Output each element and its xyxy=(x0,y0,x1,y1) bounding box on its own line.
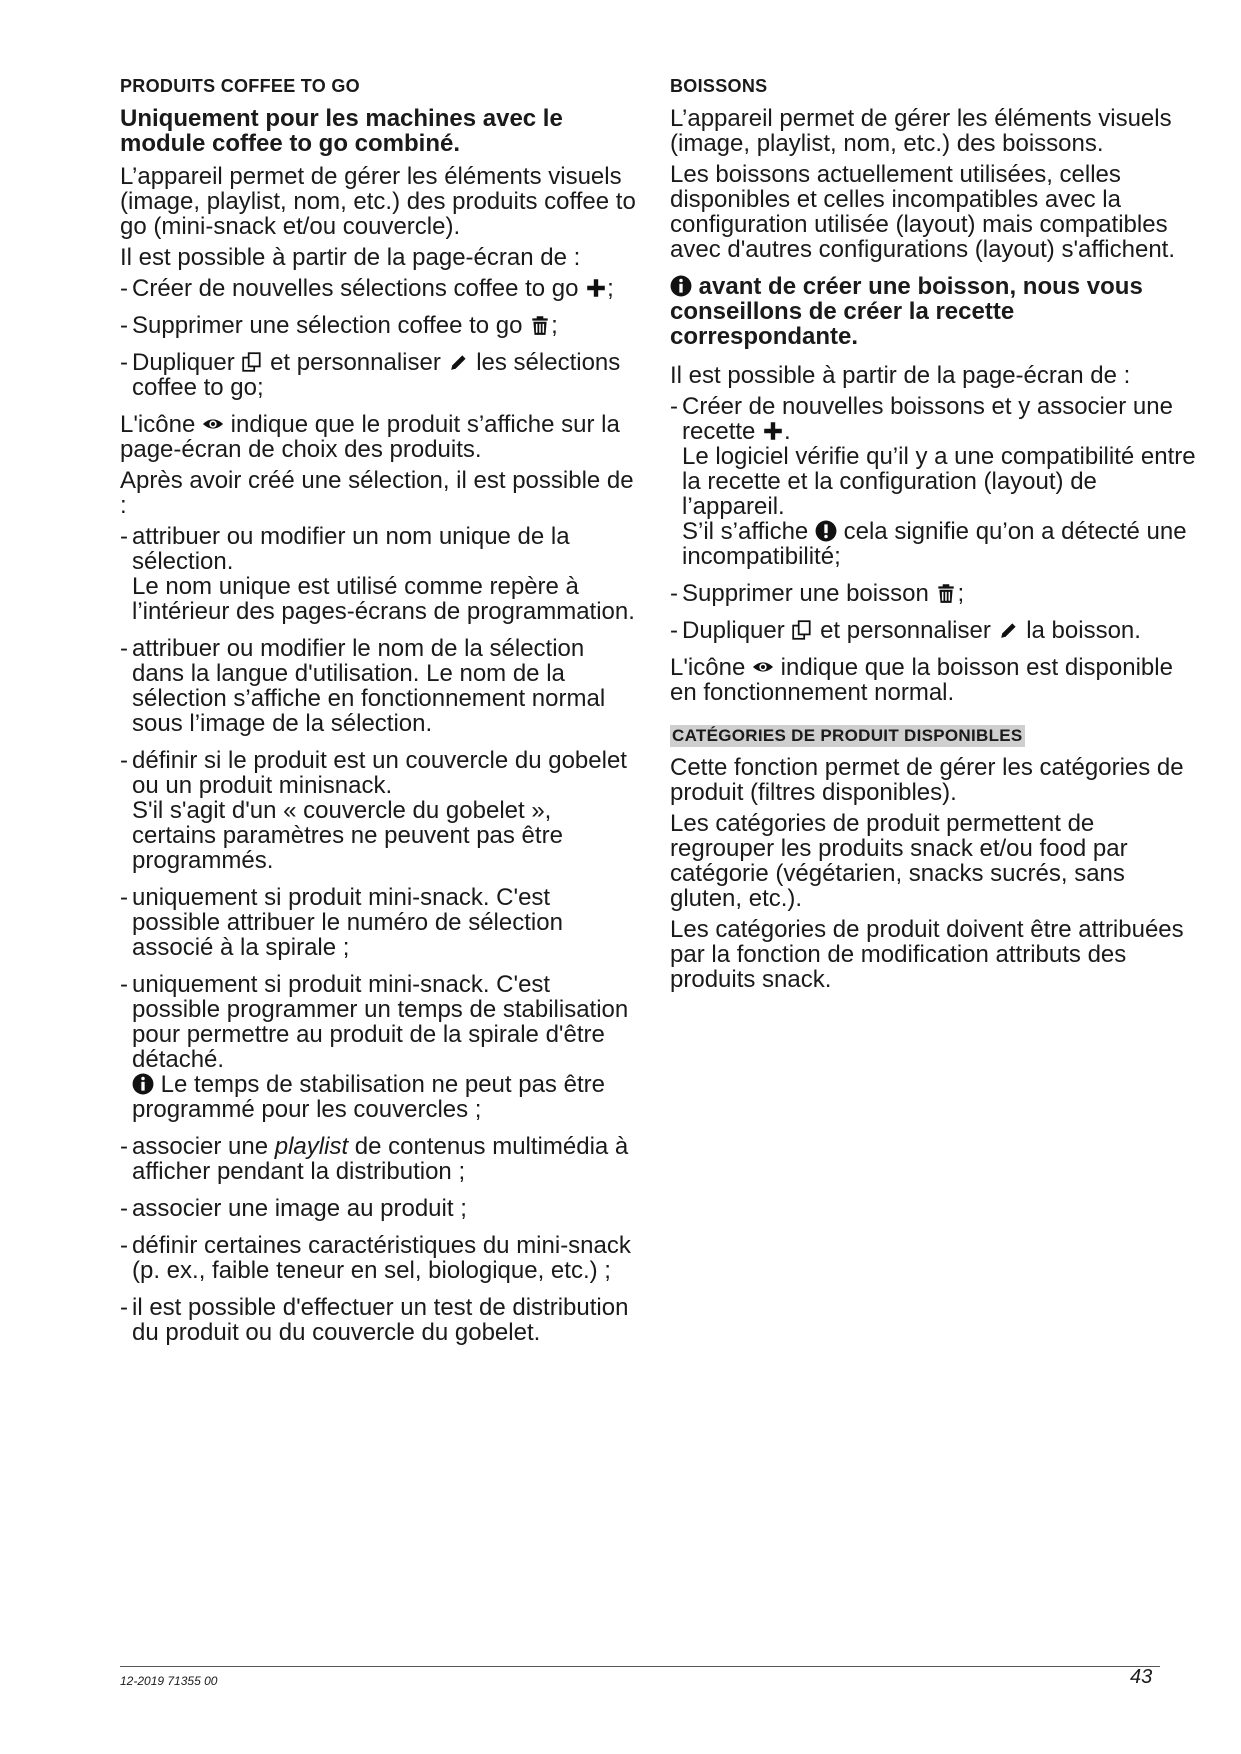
feature-item xyxy=(120,972,640,1122)
action-list xyxy=(120,276,640,400)
boisson-delete-text: Supprimer une boisson xyxy=(682,580,929,607)
eye-icon xyxy=(202,413,224,435)
feature-item-text: - associer une image au produit ; xyxy=(132,1195,467,1222)
feature-item-text: - il est possible d'effectuer un test de distribution du produit ou du couvercle du gobelet. xyxy=(132,1294,629,1346)
plus-icon xyxy=(762,420,784,442)
left-column xyxy=(120,76,640,1357)
recipe-warning xyxy=(670,274,1200,349)
copy-icon xyxy=(791,619,813,641)
feature-item xyxy=(120,636,640,736)
boisson-duplicate-text: Dupliquer xyxy=(682,617,785,644)
feature-item-note-text: Le temps de stabilisation ne peut pas être programmé pour les couvercles ; xyxy=(132,1071,605,1123)
plus-icon xyxy=(585,277,607,299)
pencil-icon xyxy=(998,619,1020,641)
boisson-eye-note-start: L'icône xyxy=(670,654,746,681)
compatibility-note: Le logiciel vérifie qu’il y a une compatibilité entre la recette et la configuration (layout) de l’appareil. xyxy=(682,443,1196,520)
action-duplicate-text: Dupliquer xyxy=(132,349,235,376)
feature-item-text: - attribuer ou modifier le nom de la sélection dans la langue d'utilisation. Le nom de la sélection s’affiche en fonctionnement normal sous l’image de la sélection. xyxy=(132,635,606,737)
trash-icon xyxy=(935,582,957,604)
action-create xyxy=(120,276,640,301)
feature-item-text: associer une xyxy=(132,1133,269,1160)
boisson-create-text: Créer de nouvelles boissons et y associer une recette xyxy=(682,393,1173,445)
incompatibility-note-end: cela signifie qu’on a détecté une incompatibilité; xyxy=(682,518,1187,570)
boissons-possible: Il est possible à partir de la page-écran de : xyxy=(670,362,1131,389)
categories-p1: Cette fonction permet de gérer les catégories de produit (filtres disponibles). xyxy=(670,754,1184,806)
alert-icon xyxy=(815,520,837,542)
action-delete-text: Supprimer une sélection coffee to go xyxy=(132,312,523,339)
action-create-end: ; xyxy=(607,275,614,302)
feature-item-text: - définir si le produit est un couvercle du gobelet ou un produit minisnack. xyxy=(132,747,627,799)
feature-item xyxy=(120,524,640,624)
feature-item-text: - définir certaines caractéristiques du mini-snack (p. ex., faible teneur en sel, biologique, etc.) ; xyxy=(132,1232,631,1284)
copy-icon xyxy=(241,351,263,373)
intro-paragraph: L’appareil permet de gérer les éléments visuels (image, playlist, nom, etc.) des produits coffee to go (mini-snack et/ou couvercle). xyxy=(120,163,636,240)
possible-from-screen: Il est possible à partir de la page-écran de : xyxy=(120,244,581,271)
incompatibility-note xyxy=(682,519,1200,569)
boisson-duplicate-end: la boisson. xyxy=(1026,617,1141,644)
feature-item-note: Le nom unique est utilisé comme repère à l’intérieur des pages-écrans de programmation. xyxy=(132,573,635,625)
categories-heading: CATÉGORIES DE PRODUIT DISPONIBLES xyxy=(672,726,1023,745)
feature-item xyxy=(120,1233,640,1283)
boisson-eye-note-end: indique que la boisson est disponible en fonctionnement normal. xyxy=(670,654,1173,706)
eye-note xyxy=(120,412,640,462)
boisson-personalize-text: et personnaliser xyxy=(820,617,991,644)
feature-item-text: - uniquement si produit mini-snack. C'est possible programmer un temps de stabilisation pour permettre au produit de la spirale d'être détaché. xyxy=(132,971,629,1073)
incompatibility-note-start: S’il s’affiche xyxy=(682,518,809,545)
eye-note-start: L'icône xyxy=(120,411,196,438)
right-column xyxy=(670,76,1200,998)
trash-icon xyxy=(529,314,551,336)
feature-item xyxy=(120,748,640,873)
boissons-actions xyxy=(670,394,1200,643)
boisson-eye-note xyxy=(670,655,1200,705)
feature-item xyxy=(120,1295,640,1345)
feature-item-note xyxy=(132,1072,640,1122)
feature-item-note: S'il s'agit d'un « couvercle du gobelet », certains paramètres ne peuvent pas être programmés. xyxy=(132,797,563,874)
info-icon xyxy=(670,275,692,297)
info-icon xyxy=(132,1073,154,1095)
boissons-current: Les boissons actuellement utilisées, celles disponibles et celles incompatibles avec la configuration utilisée (layout) mais compatibles avec d'autres configurations (layout) s'affichent. xyxy=(670,161,1175,263)
footer-rule xyxy=(120,1666,1160,1667)
subtitle-combined-module: Uniquement pour les machines avec le module coffee to go combiné. xyxy=(120,105,563,157)
feature-item-text: - attribuer ou modifier un nom unique de la sélection. xyxy=(132,523,570,575)
recipe-warning-text: avant de créer une boisson, nous vous conseillons de créer la recette correspondante. xyxy=(670,273,1143,350)
playlist-term: playlist xyxy=(274,1133,349,1160)
eye-note-end: indique que le produit s’affiche sur la page-écran de choix des produits. xyxy=(120,411,620,463)
action-delete xyxy=(120,313,640,338)
action-create-text: Créer de nouvelles sélections coffee to go xyxy=(132,275,579,302)
section-title-coffee-to-go: PRODUITS COFFEE TO GO xyxy=(120,76,360,96)
action-duplicate xyxy=(120,350,640,400)
categories-p3: Les catégories de produit doivent être attribuées par la fonction de modification attributs des produits snack. xyxy=(670,916,1184,993)
pencil-icon xyxy=(448,351,470,373)
boisson-delete: - Supprimer une boisson ; xyxy=(670,581,1200,606)
feature-list xyxy=(120,524,640,1345)
boissons-intro: L’appareil permet de gérer les éléments visuels (image, playlist, nom, etc.) des boissons. xyxy=(670,105,1172,157)
categories-p2: Les catégories de produit permettent de regrouper les produits snack et/ou food par catégorie (végétarien, snacks sucrés, sans gluten, etc.). xyxy=(670,810,1128,912)
action-delete-end: ; xyxy=(551,312,558,339)
feature-item xyxy=(120,885,640,960)
document-code: 12-2019 71355 00 xyxy=(120,1674,218,1688)
feature-item xyxy=(120,1134,640,1184)
action-personalize-text: et personnaliser xyxy=(270,349,441,376)
boisson-create: - Créer de nouvelles boissons et y associer une recette . Le logiciel vérifie qu’il y a une compatibilité entre la recette et la configuration (layout) de l’appareil. S’il s’affiche cela signifie qu’on a détecté une incompatibilité; xyxy=(670,394,1200,569)
boisson-duplicate xyxy=(670,618,1200,643)
action-duplicate-end: les sélections coffee to go; xyxy=(132,349,621,401)
after-create: Après avoir créé une sélection, il est possible de : xyxy=(120,467,634,519)
feature-item-text: - uniquement si produit mini-snack. C'est possible attribuer le numéro de sélection associé à la spirale ; xyxy=(132,884,563,961)
section-title-boissons: BOISSONS xyxy=(670,76,768,96)
feature-item xyxy=(120,1196,640,1221)
page-number: 43 xyxy=(1130,1666,1153,1688)
feature-item-text-end: de contenus multimédia à afficher pendant la distribution ; xyxy=(132,1133,629,1185)
eye-icon xyxy=(752,656,774,678)
